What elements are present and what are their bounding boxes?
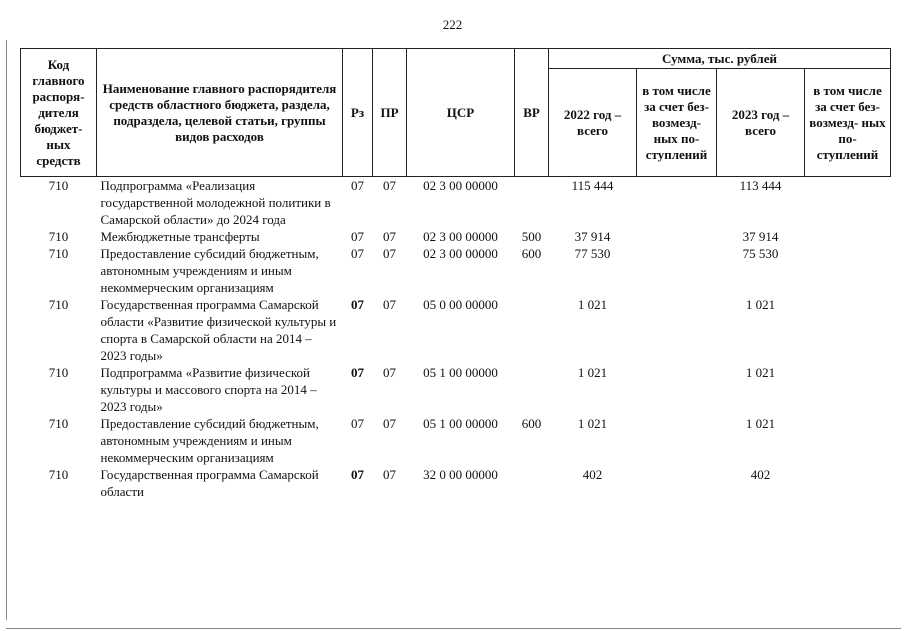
row-rz: 07 <box>351 365 364 380</box>
row-pr: 07 <box>383 416 396 431</box>
header-code: Код главного распоря- дителя бюджет- ных средств <box>21 49 97 177</box>
row-code: 710 <box>48 246 69 261</box>
row-sum-2023: 37 914 <box>742 229 779 244</box>
row-sum-2022-grants <box>637 228 717 245</box>
table-row <box>21 364 891 415</box>
table-row <box>21 296 891 364</box>
header-csr: ЦСР <box>407 49 515 177</box>
row-rz: 07 <box>351 229 364 244</box>
row-code: 710 <box>48 178 69 193</box>
row-sum-2022-grants <box>637 364 717 415</box>
budget-table <box>20 48 891 500</box>
bottom-margin-rule <box>6 628 901 629</box>
row-name: Подпрограмма «Реализация государственной молодежной политики в Самарской области» до 2024 года <box>100 178 331 227</box>
row-vr: 600 <box>521 416 542 431</box>
row-sum-2022-grants <box>637 245 717 296</box>
row-vr <box>515 177 549 229</box>
row-pr: 07 <box>383 365 396 380</box>
header-vr: ВР <box>515 49 549 177</box>
header-rz: Рз <box>343 49 373 177</box>
row-sum-2022: 1 021 <box>577 365 608 380</box>
row-sum-2023: 1 021 <box>745 297 776 312</box>
row-rz: 07 <box>351 178 364 193</box>
table-body <box>21 177 891 501</box>
row-name: Государственная программа Самарской области <box>100 467 319 499</box>
row-pr: 07 <box>383 467 396 482</box>
row-rz: 07 <box>351 467 364 482</box>
row-pr: 07 <box>383 246 396 261</box>
row-pr: 07 <box>383 297 396 312</box>
row-csr: 02 3 00 00000 <box>423 246 498 261</box>
row-vr <box>515 364 549 415</box>
row-sum-2022-grants <box>637 177 717 229</box>
row-sum-2023: 75 530 <box>742 246 779 261</box>
row-vr: 600 <box>521 246 542 261</box>
row-rz: 07 <box>351 297 364 312</box>
table-header <box>21 49 891 177</box>
row-name: Межбюджетные трансферты <box>100 229 260 244</box>
row-sum-2022-grants <box>637 296 717 364</box>
table-row <box>21 177 891 229</box>
header-2023-total: 2023 год – всего <box>717 69 805 177</box>
row-name: Предоставление субсидий бюджетным, автономным учреждениям и иным некоммерческим организациям <box>100 246 319 295</box>
row-code: 710 <box>48 297 69 312</box>
row-sum-2023-grants <box>805 296 891 364</box>
header-name: Наименование главного распорядителя средств областного бюджета, раздела, подраздела, целевой статьи, группы видов расходов <box>97 49 343 177</box>
table-row <box>21 466 891 500</box>
row-sum-2022-grants <box>637 415 717 466</box>
row-csr: 02 3 00 00000 <box>423 229 498 244</box>
row-sum-2023: 1 021 <box>745 416 776 431</box>
row-vr <box>515 466 549 500</box>
table-row <box>21 245 891 296</box>
row-sum-2022: 402 <box>582 467 603 482</box>
row-sum-2023-grants <box>805 245 891 296</box>
row-code: 710 <box>48 467 69 482</box>
row-sum-2022: 1 021 <box>577 416 608 431</box>
row-sum-2022-grants <box>637 466 717 500</box>
row-name: Государственная программа Самарской области «Развитие физической культуры и спорта в Самарской области на 2014 – 2023 годы» <box>100 297 337 363</box>
row-sum-2023-grants <box>805 177 891 229</box>
row-sum-2023: 113 444 <box>739 178 782 193</box>
row-vr <box>515 296 549 364</box>
row-csr: 02 3 00 00000 <box>423 178 498 193</box>
row-sum-2023-grants <box>805 466 891 500</box>
row-vr: 500 <box>521 229 542 244</box>
row-csr: 05 1 00 00000 <box>423 416 498 431</box>
header-pr: ПР <box>373 49 407 177</box>
row-sum-2022: 1 021 <box>577 297 608 312</box>
row-csr: 32 0 00 00000 <box>423 467 498 482</box>
header-2023-grants: в том числе за счет без- возмезд- ных по- ступлений <box>805 69 891 177</box>
table-row <box>21 415 891 466</box>
row-pr: 07 <box>383 178 396 193</box>
row-rz: 07 <box>351 246 364 261</box>
table-row <box>21 228 891 245</box>
row-sum-2023-grants <box>805 415 891 466</box>
row-sum-2023: 1 021 <box>745 365 776 380</box>
header-sum: Сумма, тыс. рублей <box>549 49 891 69</box>
row-name: Предоставление субсидий бюджетным, автономным учреждениям и иным некоммерческим организациям <box>100 416 319 465</box>
left-margin-rule <box>6 40 7 620</box>
row-code: 710 <box>48 416 69 431</box>
row-name: Подпрограмма «Развитие физической культуры и массового спорта на 2014 – 2023 годы» <box>100 365 317 414</box>
row-sum-2022: 77 530 <box>574 246 611 261</box>
page-number: 222 <box>442 17 463 32</box>
row-pr: 07 <box>383 229 396 244</box>
row-sum-2023-grants <box>805 228 891 245</box>
row-sum-2023-grants <box>805 364 891 415</box>
row-sum-2022: 37 914 <box>574 229 611 244</box>
row-code: 710 <box>48 229 69 244</box>
header-2022-total: 2022 год – всего <box>549 69 637 177</box>
row-csr: 05 0 00 00000 <box>423 297 498 312</box>
row-code: 710 <box>48 365 69 380</box>
row-sum-2023: 402 <box>750 467 771 482</box>
row-sum-2022: 115 444 <box>571 178 614 193</box>
row-rz: 07 <box>351 416 364 431</box>
row-csr: 05 1 00 00000 <box>423 365 498 380</box>
header-2022-grants: в том числе за счет без- возмезд- ных по- ступлений <box>637 69 717 177</box>
